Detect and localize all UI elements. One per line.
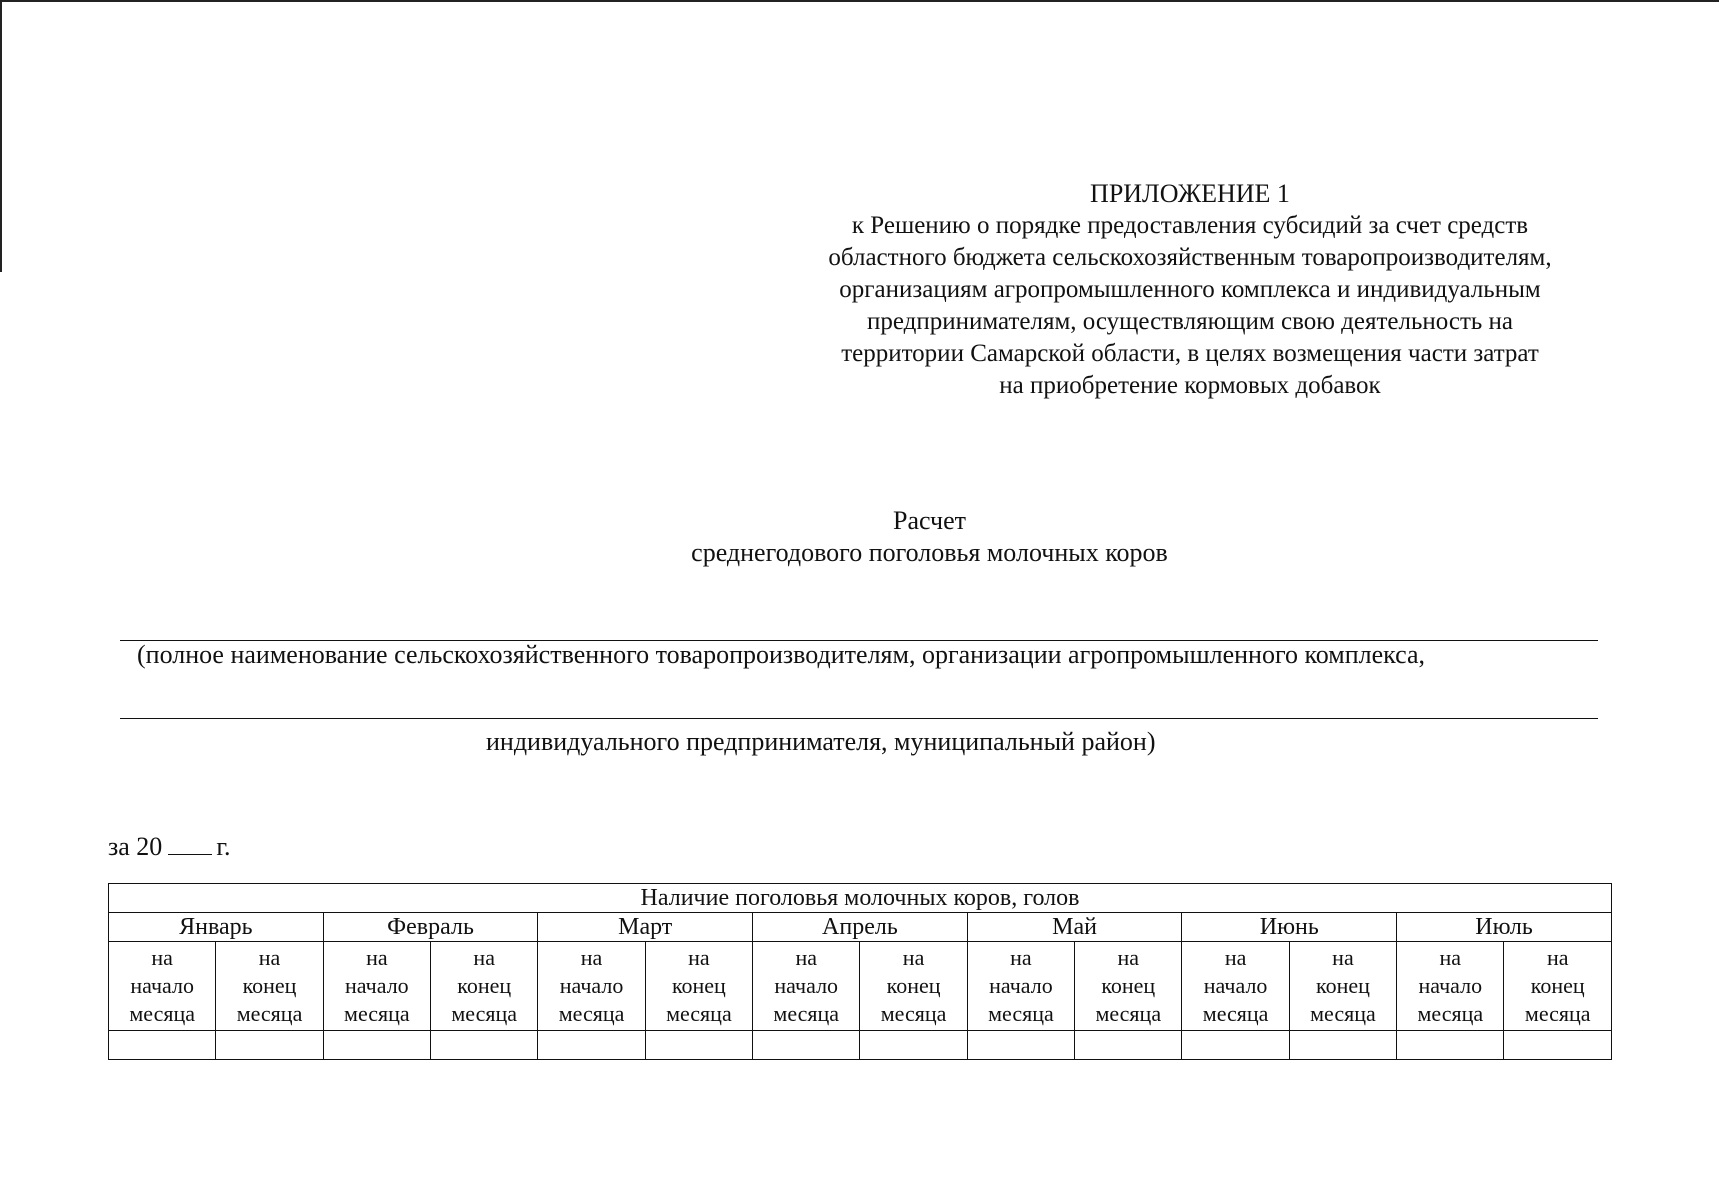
subheader-line: начало (774, 973, 839, 998)
start-of-month-header (753, 942, 860, 1031)
table-cell[interactable] (1289, 1031, 1396, 1060)
table-cell[interactable] (753, 1031, 860, 1060)
subheader-line: месяца (344, 1001, 410, 1026)
year-suffix: г. (216, 832, 231, 861)
start-of-month-header (967, 942, 1074, 1031)
table-cell[interactable] (1397, 1031, 1504, 1060)
subheader-row (109, 942, 1612, 1031)
subheader-line: на (258, 945, 281, 970)
end-of-month-header (645, 942, 752, 1031)
subheader-line: конец (886, 973, 941, 998)
page-top-edge (0, 0, 1719, 2)
end-of-month-header (1075, 942, 1182, 1031)
subheader-line: начало (130, 973, 194, 998)
table-cell[interactable] (1182, 1031, 1289, 1060)
name-fill-line-2 (120, 718, 1598, 719)
start-of-month-header (1397, 942, 1504, 1031)
subheader-line: начало (1418, 973, 1483, 998)
appendix-title: ПРИЛОЖЕНИЕ 1 (1090, 179, 1290, 208)
table-cell[interactable] (431, 1031, 538, 1060)
subheader-line: месяца (1310, 1001, 1376, 1026)
subheader-line: месяца (451, 1001, 518, 1026)
subheader-line: месяца (1095, 1001, 1162, 1026)
table-cell[interactable] (1075, 1031, 1182, 1060)
subheader-line: начало (1203, 973, 1268, 998)
subheader-line: конец (242, 973, 297, 998)
subheader-line: на (580, 945, 603, 970)
page-left-edge (0, 0, 2, 272)
table-cell[interactable] (109, 1031, 216, 1060)
calculation-title: Расчет (893, 506, 966, 535)
subheader-line: конец (671, 973, 726, 998)
herd-table (108, 883, 1612, 1060)
calculation-subtitle: среднегодового поголовья молочных коров (691, 538, 1168, 567)
table-cell[interactable] (323, 1031, 430, 1060)
name-caption-1: (полное наименование сельскохозяйственного товаропроизводителям, организации агропромышленного комплекса, (137, 640, 1426, 669)
table-cell[interactable] (645, 1031, 752, 1060)
herd-table-container (108, 883, 1612, 1060)
month-header: Апрель (753, 913, 968, 942)
table-row (109, 1031, 1612, 1060)
subheader-line: начало (559, 973, 624, 998)
subheader-line: на (1117, 945, 1140, 970)
subheader-line: на (366, 945, 388, 970)
start-of-month-header (538, 942, 645, 1031)
appendix-block (760, 178, 1620, 402)
appendix-line: к Решению о порядке предоставления субсидий за счет средств (851, 212, 1529, 239)
end-of-month-header (1504, 942, 1612, 1031)
start-of-month-header (109, 942, 216, 1031)
end-of-month-header (1289, 942, 1396, 1031)
subheader-line: месяца (1417, 1001, 1484, 1026)
table-cell[interactable] (1504, 1031, 1612, 1060)
subheader-line: на (1224, 945, 1247, 970)
subheader-line: месяца (129, 1001, 195, 1026)
month-header: Июль (1397, 913, 1612, 942)
start-of-month-header (1182, 942, 1289, 1031)
table-header: Наличие поголовья молочных коров, голов (109, 884, 1612, 913)
subheader-line: месяца (666, 1001, 732, 1026)
month-header: Май (967, 913, 1182, 942)
table-cell[interactable] (538, 1031, 645, 1060)
subheader-line: месяца (558, 1001, 625, 1026)
subheader-line: месяца (773, 1001, 840, 1026)
year-line (108, 832, 231, 862)
subheader-line: на (1546, 945, 1569, 970)
year-prefix: за 20 (108, 832, 163, 861)
subheader-line: месяца (236, 1001, 303, 1026)
subheader-line: на (902, 945, 925, 970)
subheader-line: на (473, 945, 495, 970)
start-of-month-header (323, 942, 430, 1031)
subheader-line: конец (1316, 973, 1370, 998)
table-cell[interactable] (216, 1031, 323, 1060)
subheader-line: месяца (988, 1001, 1054, 1026)
subheader-line: на (1010, 945, 1032, 970)
subheader-line: месяца (880, 1001, 947, 1026)
subheader-line: конец (457, 973, 512, 998)
month-header: Февраль (323, 913, 538, 942)
appendix-line: организациям агропромышленного комплекса и индивидуальным (839, 276, 1541, 303)
appendix-line: предпринимателям, осуществляющим свою деятельность на (866, 308, 1514, 335)
year-blank (168, 834, 212, 855)
subheader-line: месяца (1524, 1001, 1591, 1026)
end-of-month-header (860, 942, 967, 1031)
table-cell[interactable] (967, 1031, 1074, 1060)
month-header: Июнь (1182, 913, 1397, 942)
end-of-month-header (216, 942, 323, 1031)
appendix-line: на приобретение кормовых добавок (999, 372, 1381, 399)
subheader-line: на (795, 945, 817, 970)
end-of-month-header (431, 942, 538, 1031)
appendix-line: территории Самарской области, в целях возмещения части затрат (841, 340, 1539, 367)
subheader-line: начало (989, 973, 1053, 998)
calculation-heading (0, 505, 1719, 569)
subheader-line: начало (345, 973, 409, 998)
subheader-line: на (1332, 945, 1354, 970)
subheader-line: конец (1101, 973, 1156, 998)
subheader-line: на (1439, 945, 1462, 970)
subheader-line: конец (1530, 973, 1585, 998)
subheader-line: месяца (1202, 1001, 1269, 1026)
month-header: Март (538, 913, 753, 942)
name-caption-2: индивидуального предпринимателя, муниципальный район) (486, 727, 1156, 756)
subheader-line: на (688, 945, 710, 970)
subheader-line: на (151, 945, 173, 970)
appendix-line: областного бюджета сельскохозяйственным товаропроизводителям, (828, 244, 1552, 271)
table-cell[interactable] (860, 1031, 967, 1060)
month-row (109, 913, 1612, 942)
month-header: Январь (109, 913, 324, 942)
